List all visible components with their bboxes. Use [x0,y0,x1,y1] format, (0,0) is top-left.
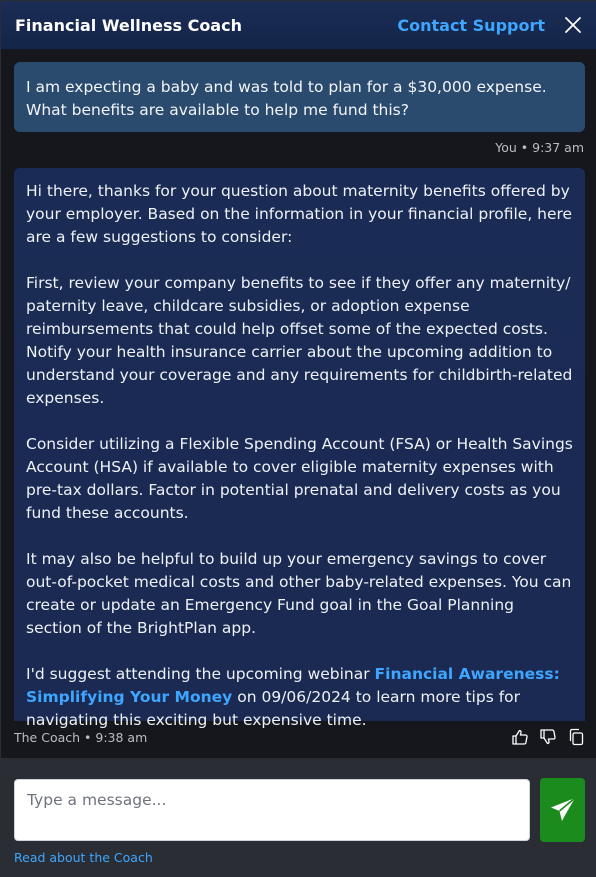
user-message-meta: You • 9:37 am [495,140,584,155]
chat-thread[interactable] [1,49,596,758]
user-message: I am expecting a baby and was told to plan for a $30,000 expense. What benefits are available to help me fund this? [14,62,585,132]
coach-message-meta: The Coach • 9:38 am [14,729,148,745]
thumbs-down-icon [539,728,557,746]
copy-icon [567,728,585,746]
read-about-coach-link[interactable]: Read about the Coach [14,850,153,865]
coach-message-footer [14,727,585,747]
thumbs-up-icon [511,728,529,746]
thumbs-down-button[interactable] [539,728,557,746]
coach-text: on 09/06/2024 to learn more tips for navigating this exciting but expensive time. [26,688,521,729]
send-button[interactable] [540,778,585,842]
header-title: Financial Wellness Coach [15,15,242,35]
close-icon [563,15,583,35]
close-button[interactable] [563,15,583,35]
coach-paragraph-webinar [26,663,573,732]
coach-paragraph: Consider utilizing a Flexible Spending Account (FSA) or Health Savings Account (HSA) if available to cover eligible maternity expenses with pre-tax dollars. Factor in potential prenatal and delivery costs as you fund these accounts. [26,435,573,522]
contact-support-link[interactable]: Contact Support [397,15,545,35]
webinar-link[interactable]: Financial Awareness: Simplifying Your Money [26,665,560,706]
coach-paragraph: First, review your company benefits to see if they offer any maternity/ paternity leave, childcare subsidies, or adoption expense reimbursements that could help offset some of the expected costs. Notify your health insurance carrier about the upcoming addition to understand your coverage and any requirements for childbirth-related expenses. [26,274,573,407]
message-input[interactable] [14,779,530,841]
coach-text: I'd suggest attending the upcoming webinar [26,665,375,683]
copy-button[interactable] [567,728,585,746]
coach-paragraph: Hi there, thanks for your question about maternity benefits offered by your employer. Based on the information in your financial profile, here are a few suggestions to consider: [26,182,573,246]
coach-paragraph: It may also be helpful to build up your emergency savings to cover out-of-pocket medical costs and other baby-related expenses. You can create or update an Emergency Fund goal in the Goal Planning section of the BrightPlan app. [26,550,572,637]
thumbs-up-button[interactable] [511,728,529,746]
send-icon [549,796,577,824]
message-actions [511,728,585,746]
coach-message [14,168,585,729]
composer [1,758,596,877]
header [1,1,596,49]
